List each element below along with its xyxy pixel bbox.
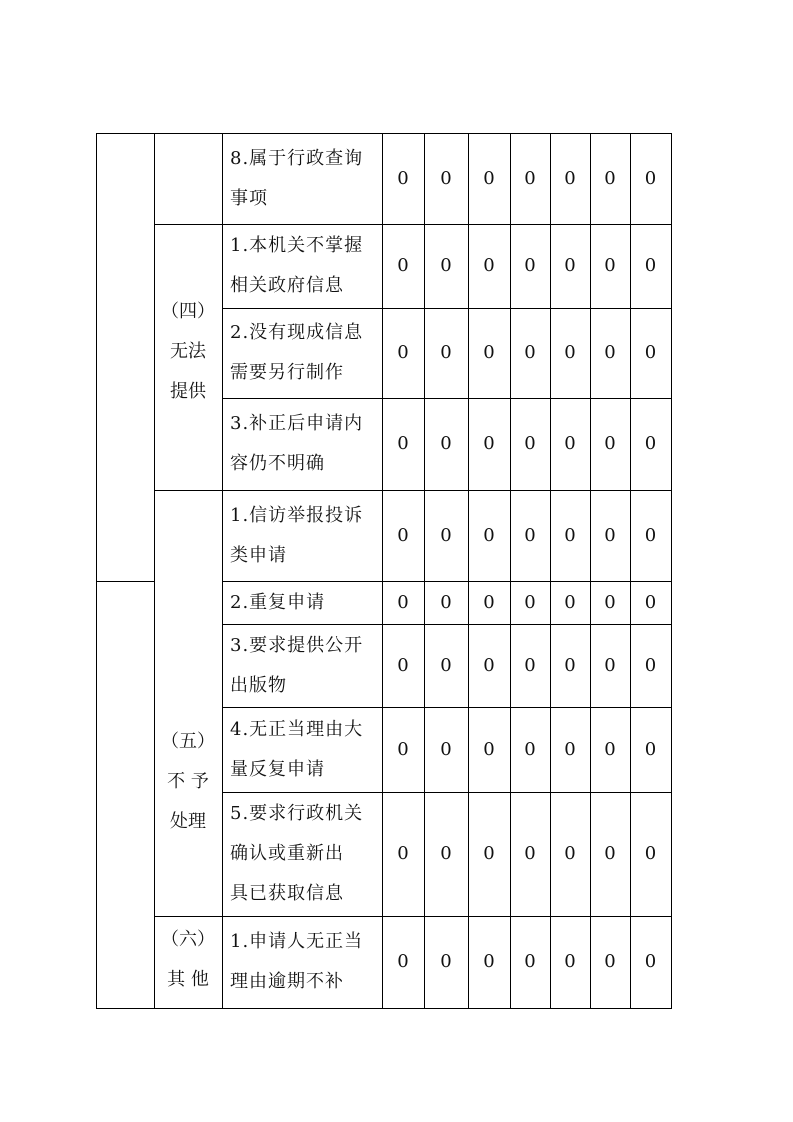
- row-item-label: 具已获取信息: [230, 883, 344, 904]
- row-item-label: 3.要求提供公开: [230, 634, 364, 656]
- group-divider: [154, 224, 222, 225]
- row-value-cell: 0: [644, 524, 657, 546]
- row-value-cell: 0: [604, 951, 616, 972]
- group-label-line: （五）: [161, 731, 215, 752]
- row-value-cell: 0: [483, 738, 495, 760]
- row-divider: [222, 916, 671, 917]
- group-label-line: （四）: [161, 301, 215, 322]
- row-value-cell: 0: [604, 342, 616, 363]
- row-value-cell: 0: [397, 654, 409, 676]
- row-value-cell: 0: [564, 342, 576, 363]
- row-value-cell: 0: [440, 951, 452, 972]
- row-value-cell: 0: [440, 654, 452, 676]
- row-value-cell: 0: [564, 738, 576, 760]
- row-value-cell: 0: [440, 342, 452, 363]
- row-value-cell: 0: [644, 433, 657, 454]
- row-value-cell: 0: [483, 654, 495, 676]
- row-item-label: 需要另行制作: [230, 362, 344, 383]
- row-value-cell: 0: [604, 524, 616, 546]
- row-value-cell: 0: [564, 167, 576, 189]
- row-value-cell: 0: [564, 951, 576, 972]
- row-value-cell: 0: [440, 524, 452, 546]
- row-value-cell: 0: [604, 654, 616, 676]
- column-divider: [154, 133, 155, 1008]
- row-divider: [222, 707, 671, 708]
- row-value-cell: 0: [644, 654, 657, 676]
- row-item-label: 1.信访举报投诉: [230, 504, 364, 526]
- row-value-cell: 0: [397, 591, 409, 613]
- group-label-line: 不 予: [167, 771, 209, 792]
- row-item-label: 出版物: [230, 674, 287, 696]
- group-divider: [154, 916, 222, 917]
- row-value-cell: 0: [524, 951, 536, 972]
- row-value-cell: 0: [483, 433, 495, 454]
- row-item-label: 3.补正后申请内: [230, 413, 364, 434]
- row-item-label: 事项: [230, 187, 268, 209]
- table-border-right: [671, 133, 672, 1009]
- row-item-label: 1.申请人无正当: [230, 931, 364, 952]
- row-value-cell: 0: [644, 255, 657, 276]
- row-value-cell: 0: [524, 255, 536, 276]
- row-value-cell: 0: [564, 524, 576, 546]
- row-item-label: 确认或重新出: [230, 843, 344, 864]
- row-value-cell: 0: [397, 524, 409, 546]
- table-border-bottom: [96, 1008, 672, 1009]
- row-value-cell: 0: [397, 433, 409, 454]
- row-value-cell: 0: [524, 433, 536, 454]
- row-item-label: 理由逾期不补: [230, 971, 344, 992]
- row-value-cell: 0: [564, 433, 576, 454]
- row-value-cell: 0: [397, 951, 409, 972]
- row-value-cell: 0: [644, 843, 657, 864]
- row-value-cell: 0: [604, 167, 616, 189]
- row-value-cell: 0: [483, 524, 495, 546]
- row-item-label: 2.重复申请: [230, 591, 326, 613]
- row-item-label: 量反复申请: [230, 758, 325, 780]
- row-divider: [222, 624, 671, 625]
- row-value-cell: 0: [397, 843, 409, 864]
- row-value-cell: 0: [397, 738, 409, 760]
- row-value-cell: 0: [440, 843, 452, 864]
- row-value-cell: 0: [604, 591, 616, 613]
- row-value-cell: 0: [524, 591, 536, 613]
- row-item-label: 类申请: [230, 544, 287, 566]
- row-value-cell: 0: [564, 255, 576, 276]
- row-value-cell: 0: [483, 951, 495, 972]
- row-item-label: 相关政府信息: [230, 275, 344, 296]
- row-value-cell: 0: [564, 843, 576, 864]
- row-value-cell: 0: [564, 591, 576, 613]
- row-value-cell: 0: [483, 342, 495, 363]
- row-value-cell: 0: [524, 654, 536, 676]
- row-value-cell: 0: [440, 433, 452, 454]
- group-divider: [154, 490, 222, 491]
- row-value-cell: 0: [644, 591, 657, 613]
- row-value-cell: 0: [524, 167, 536, 189]
- row-value-cell: 0: [524, 843, 536, 864]
- table-border-top: [96, 133, 672, 134]
- row-divider: [222, 490, 671, 491]
- row-value-cell: 0: [564, 654, 576, 676]
- group-label-line: 无法: [170, 341, 206, 362]
- row-item-label: 8.属于行政查询: [230, 147, 364, 169]
- row-value-cell: 0: [483, 591, 495, 613]
- row-item-label: 4.无正当理由大: [230, 718, 364, 740]
- row-value-cell: 0: [604, 433, 616, 454]
- row-value-cell: 0: [397, 342, 409, 363]
- row-value-cell: 0: [524, 738, 536, 760]
- row-value-cell: 0: [644, 951, 657, 972]
- row-value-cell: 0: [524, 342, 536, 363]
- row-value-cell: 0: [644, 738, 657, 760]
- group-label-line: 处理: [170, 811, 206, 832]
- row-item-label: 2.没有现成信息: [230, 322, 364, 343]
- row-value-cell: 0: [483, 255, 495, 276]
- row-value-cell: 0: [440, 167, 452, 189]
- row-divider: [222, 398, 671, 399]
- row-divider: [222, 581, 671, 582]
- row-value-cell: 0: [604, 738, 616, 760]
- row-value-cell: 0: [604, 255, 616, 276]
- column-divider: [424, 133, 425, 1008]
- column-divider: [222, 133, 223, 1008]
- row-value-cell: 0: [483, 167, 495, 189]
- row-item-label: 容仍不明确: [230, 453, 325, 474]
- group-label-line: （六）: [161, 929, 215, 950]
- row-value-cell: 0: [440, 591, 452, 613]
- row-item-label: 1.本机关不掌握: [230, 235, 364, 256]
- group-label-line: 提供: [170, 381, 206, 402]
- row-value-cell: 0: [440, 255, 452, 276]
- row-value-cell: 0: [604, 843, 616, 864]
- section-divider: [96, 581, 154, 582]
- group-label-line: 其 他: [167, 969, 209, 990]
- row-value-cell: 0: [397, 255, 409, 276]
- row-divider: [222, 792, 671, 793]
- table-border-left: [96, 133, 97, 1008]
- row-value-cell: 0: [483, 843, 495, 864]
- row-value-cell: 0: [397, 167, 409, 189]
- row-value-cell: 0: [524, 524, 536, 546]
- row-divider: [222, 224, 671, 225]
- row-divider: [222, 308, 671, 309]
- row-value-cell: 0: [440, 738, 452, 760]
- row-item-label: 5.要求行政机关: [230, 803, 364, 824]
- row-value-cell: 0: [644, 342, 657, 363]
- row-value-cell: 0: [644, 167, 657, 189]
